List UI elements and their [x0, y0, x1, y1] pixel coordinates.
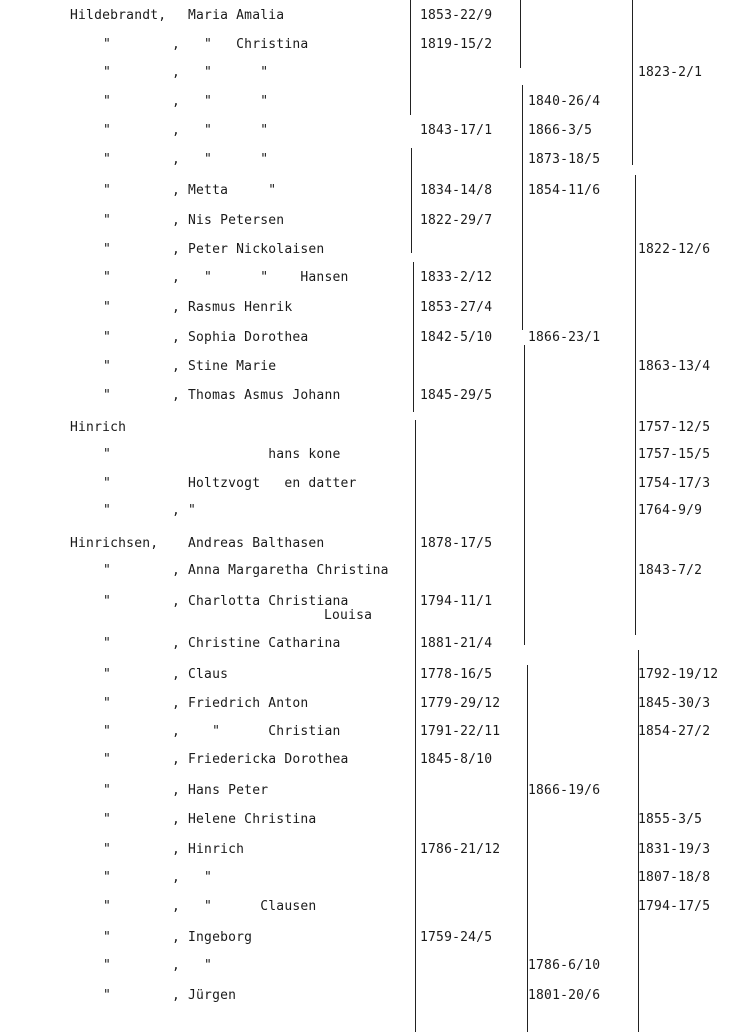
date-column-3-cell: 1807-18/8 [638, 870, 711, 885]
table-row [0, 667, 750, 689]
surname-cell: Hinrich [70, 420, 127, 435]
ditto-mark: " [102, 476, 112, 491]
given-name-cell: Rasmus Henrik [188, 300, 293, 315]
table-row [0, 359, 750, 381]
date-column-1-cell: 1845-8/10 [420, 752, 493, 767]
date-column-1-cell: 1833-2/12 [420, 270, 493, 285]
given-name-cell: " [188, 870, 213, 885]
given-name-cell: " " Hansen [188, 270, 349, 285]
given-name-cell: Peter Nickolaisen [188, 242, 325, 257]
comma-mark: , [172, 183, 181, 198]
table-row [0, 696, 750, 718]
date-column-3-cell: 1831-19/3 [638, 842, 711, 857]
comma-mark: , [172, 870, 181, 885]
date-column-3-cell: 1757-15/5 [638, 447, 711, 462]
table-row [0, 870, 750, 892]
given-name-cell: hans kone [188, 447, 341, 462]
table-row [0, 242, 750, 264]
date-column-3-cell: 1764-9/9 [638, 503, 703, 518]
given-name-cell: " Christina [188, 37, 309, 52]
ditto-mark: " [102, 563, 112, 578]
surname-cell: Hildebrandt, [70, 8, 167, 23]
given-name-cell: Hinrich [188, 842, 245, 857]
date-column-1-cell: 1819-15/2 [420, 37, 493, 52]
table-row [0, 476, 750, 498]
comma-mark: , [172, 930, 181, 945]
table-row [0, 8, 750, 30]
given-name-cell: " " [188, 65, 269, 80]
comma-mark: , [172, 783, 181, 798]
comma-mark: , [172, 667, 181, 682]
ditto-mark: " [102, 870, 112, 885]
table-row [0, 536, 750, 558]
ditto-mark: " [102, 667, 112, 682]
given-name-cell: Friedrich Anton [188, 696, 309, 711]
date-column-3-cell: 1794-17/5 [638, 899, 711, 914]
ditto-mark: " [102, 270, 112, 285]
comma-mark: , [172, 812, 181, 827]
table-row [0, 300, 750, 322]
table-row [0, 152, 750, 174]
comma-mark: , [172, 65, 181, 80]
comma-mark: , [172, 94, 181, 109]
ditto-mark: " [102, 930, 112, 945]
comma-mark: , [172, 330, 181, 345]
table-row [0, 930, 750, 952]
date-column-3-cell: 1843-7/2 [638, 563, 703, 578]
date-column-3-cell: 1863-13/4 [638, 359, 711, 374]
comma-mark: , [172, 152, 181, 167]
table-row [0, 183, 750, 205]
ditto-mark: " [102, 899, 112, 914]
ditto-mark: " [102, 359, 112, 374]
given-name-cell: Holtzvogt en datter [188, 476, 357, 491]
ditto-mark: " [102, 300, 112, 315]
given-name-cell: " " [188, 94, 269, 109]
table-row [0, 447, 750, 469]
ditto-mark: " [102, 183, 112, 198]
date-column-1-cell: 1779-29/12 [420, 696, 501, 711]
date-column-1-cell: 1881-21/4 [420, 636, 493, 651]
given-name-cell: Claus [188, 667, 229, 682]
date-column-1-cell: 1845-29/5 [420, 388, 493, 403]
given-name-cell: Ingeborg [188, 930, 253, 945]
date-column-1-cell: 1759-24/5 [420, 930, 493, 945]
given-name-continuation: Louisa [324, 608, 373, 623]
date-column-1-cell: 1853-22/9 [420, 8, 493, 23]
date-column-1-cell: 1778-16/5 [420, 667, 493, 682]
given-name-cell: Christine Catharina [188, 636, 341, 651]
table-row [0, 636, 750, 658]
given-name-cell: Maria Amalia [188, 8, 285, 23]
ditto-mark: " [102, 94, 112, 109]
date-column-2-cell: 1866-19/6 [528, 783, 601, 798]
table-row [0, 842, 750, 864]
ditto-mark: " [102, 636, 112, 651]
comma-mark: , [172, 563, 181, 578]
given-name-cell: Friedericka Dorothea [188, 752, 349, 767]
date-column-3-cell: 1822-12/6 [638, 242, 711, 257]
given-name-cell: Metta " [188, 183, 277, 198]
table-row [0, 812, 750, 834]
ditto-mark: " [102, 988, 112, 1003]
ditto-mark: " [102, 152, 112, 167]
given-name-cell: Jürgen [188, 988, 237, 1003]
date-column-1-cell: 1822-29/7 [420, 213, 493, 228]
table-row [0, 420, 750, 442]
date-column-1-cell: 1842-5/10 [420, 330, 493, 345]
comma-mark: , [172, 636, 181, 651]
date-column-3-cell: 1845-30/3 [638, 696, 711, 711]
ditto-mark: " [102, 724, 112, 739]
table-row [0, 899, 750, 921]
ditto-mark: " [102, 213, 112, 228]
comma-mark: , [172, 270, 181, 285]
comma-mark: , [172, 37, 181, 52]
date-column-3-cell: 1754-17/3 [638, 476, 711, 491]
date-column-2-cell: 1786-6/10 [528, 958, 601, 973]
date-column-3-cell: 1855-3/5 [638, 812, 703, 827]
ditto-mark: " [102, 65, 112, 80]
table-row [0, 503, 750, 525]
table-row [0, 37, 750, 59]
ditto-mark: " [102, 842, 112, 857]
comma-mark: , [172, 696, 181, 711]
date-column-1-cell: 1786-21/12 [420, 842, 501, 857]
given-name-cell: " Christian [188, 724, 341, 739]
comma-mark: , [172, 752, 181, 767]
comma-mark: , [172, 899, 181, 914]
date-column-1-cell: 1878-17/5 [420, 536, 493, 551]
comma-mark: , [172, 724, 181, 739]
date-column-3-cell: 1823-2/1 [638, 65, 703, 80]
ditto-mark: " [102, 447, 112, 462]
comma-mark: , [172, 388, 181, 403]
date-column-2-cell: 1866-3/5 [528, 123, 593, 138]
ditto-mark: " [102, 812, 112, 827]
given-name-cell: " " [188, 123, 269, 138]
date-column-1-cell: 1843-17/1 [420, 123, 493, 138]
given-name-cell: Thomas Asmus Johann [188, 388, 341, 403]
given-name-cell: " Clausen [188, 899, 317, 914]
given-name-cell: " [188, 958, 213, 973]
comma-mark: , [172, 123, 181, 138]
given-name-cell: Stine Marie [188, 359, 277, 374]
ditto-mark: " [102, 752, 112, 767]
table-row [0, 388, 750, 410]
ditto-mark: " [102, 958, 112, 973]
table-row [0, 330, 750, 352]
date-column-1-cell: 1794-11/1 [420, 594, 493, 609]
comma-mark: , [172, 300, 181, 315]
comma-mark: , [172, 213, 181, 228]
date-column-3-cell: 1757-12/5 [638, 420, 711, 435]
table-row [0, 958, 750, 980]
comma-mark: , [172, 503, 181, 518]
table-row [0, 213, 750, 235]
given-name-cell: " [188, 503, 197, 518]
date-column-2-cell: 1840-26/4 [528, 94, 601, 109]
column-divider-2 [522, 85, 523, 330]
table-row [0, 65, 750, 87]
ditto-mark: " [102, 503, 112, 518]
table-row [0, 123, 750, 145]
date-column-1-cell: 1834-14/8 [420, 183, 493, 198]
ditto-mark: " [102, 388, 112, 403]
given-name-cell: Andreas Balthasen [188, 536, 325, 551]
given-name-cell: " " [188, 152, 269, 167]
comma-mark: , [172, 242, 181, 257]
table-row [0, 724, 750, 746]
table-row [0, 563, 750, 585]
given-name-cell: Anna Margaretha Christina [188, 563, 389, 578]
date-column-1-cell: 1791-22/11 [420, 724, 501, 739]
table-row [0, 783, 750, 805]
comma-mark: , [172, 359, 181, 374]
given-name-cell: Nis Petersen [188, 213, 285, 228]
surname-cell: Hinrichsen, [70, 536, 159, 551]
table-row [0, 752, 750, 774]
date-column-2-cell: 1854-11/6 [528, 183, 601, 198]
ditto-mark: " [102, 783, 112, 798]
date-column-2-cell: 1873-18/5 [528, 152, 601, 167]
given-name-cell: Hans Peter [188, 783, 269, 798]
table-row [0, 94, 750, 116]
comma-mark: , [172, 842, 181, 857]
given-name-cell: Sophia Dorothea [188, 330, 309, 345]
ditto-mark: " [102, 330, 112, 345]
date-column-2-cell: 1801-20/6 [528, 988, 601, 1003]
ditto-mark: " [102, 123, 112, 138]
ditto-mark: " [102, 594, 112, 609]
date-column-3-cell: 1854-27/2 [638, 724, 711, 739]
given-name-cell: Charlotta Christiana [188, 594, 349, 609]
date-column-3-cell: 1792-19/12 [638, 667, 719, 682]
given-name-cell: Helene Christina [188, 812, 317, 827]
comma-mark: , [172, 594, 181, 609]
comma-mark: , [172, 988, 181, 1003]
ditto-mark: " [102, 242, 112, 257]
ditto-mark: " [102, 37, 112, 52]
ditto-mark: " [102, 696, 112, 711]
date-column-2-cell: 1866-23/1 [528, 330, 601, 345]
table-row [0, 988, 750, 1010]
comma-mark: , [172, 958, 181, 973]
table-row [0, 594, 750, 623]
date-column-1-cell: 1853-27/4 [420, 300, 493, 315]
table-row [0, 270, 750, 292]
